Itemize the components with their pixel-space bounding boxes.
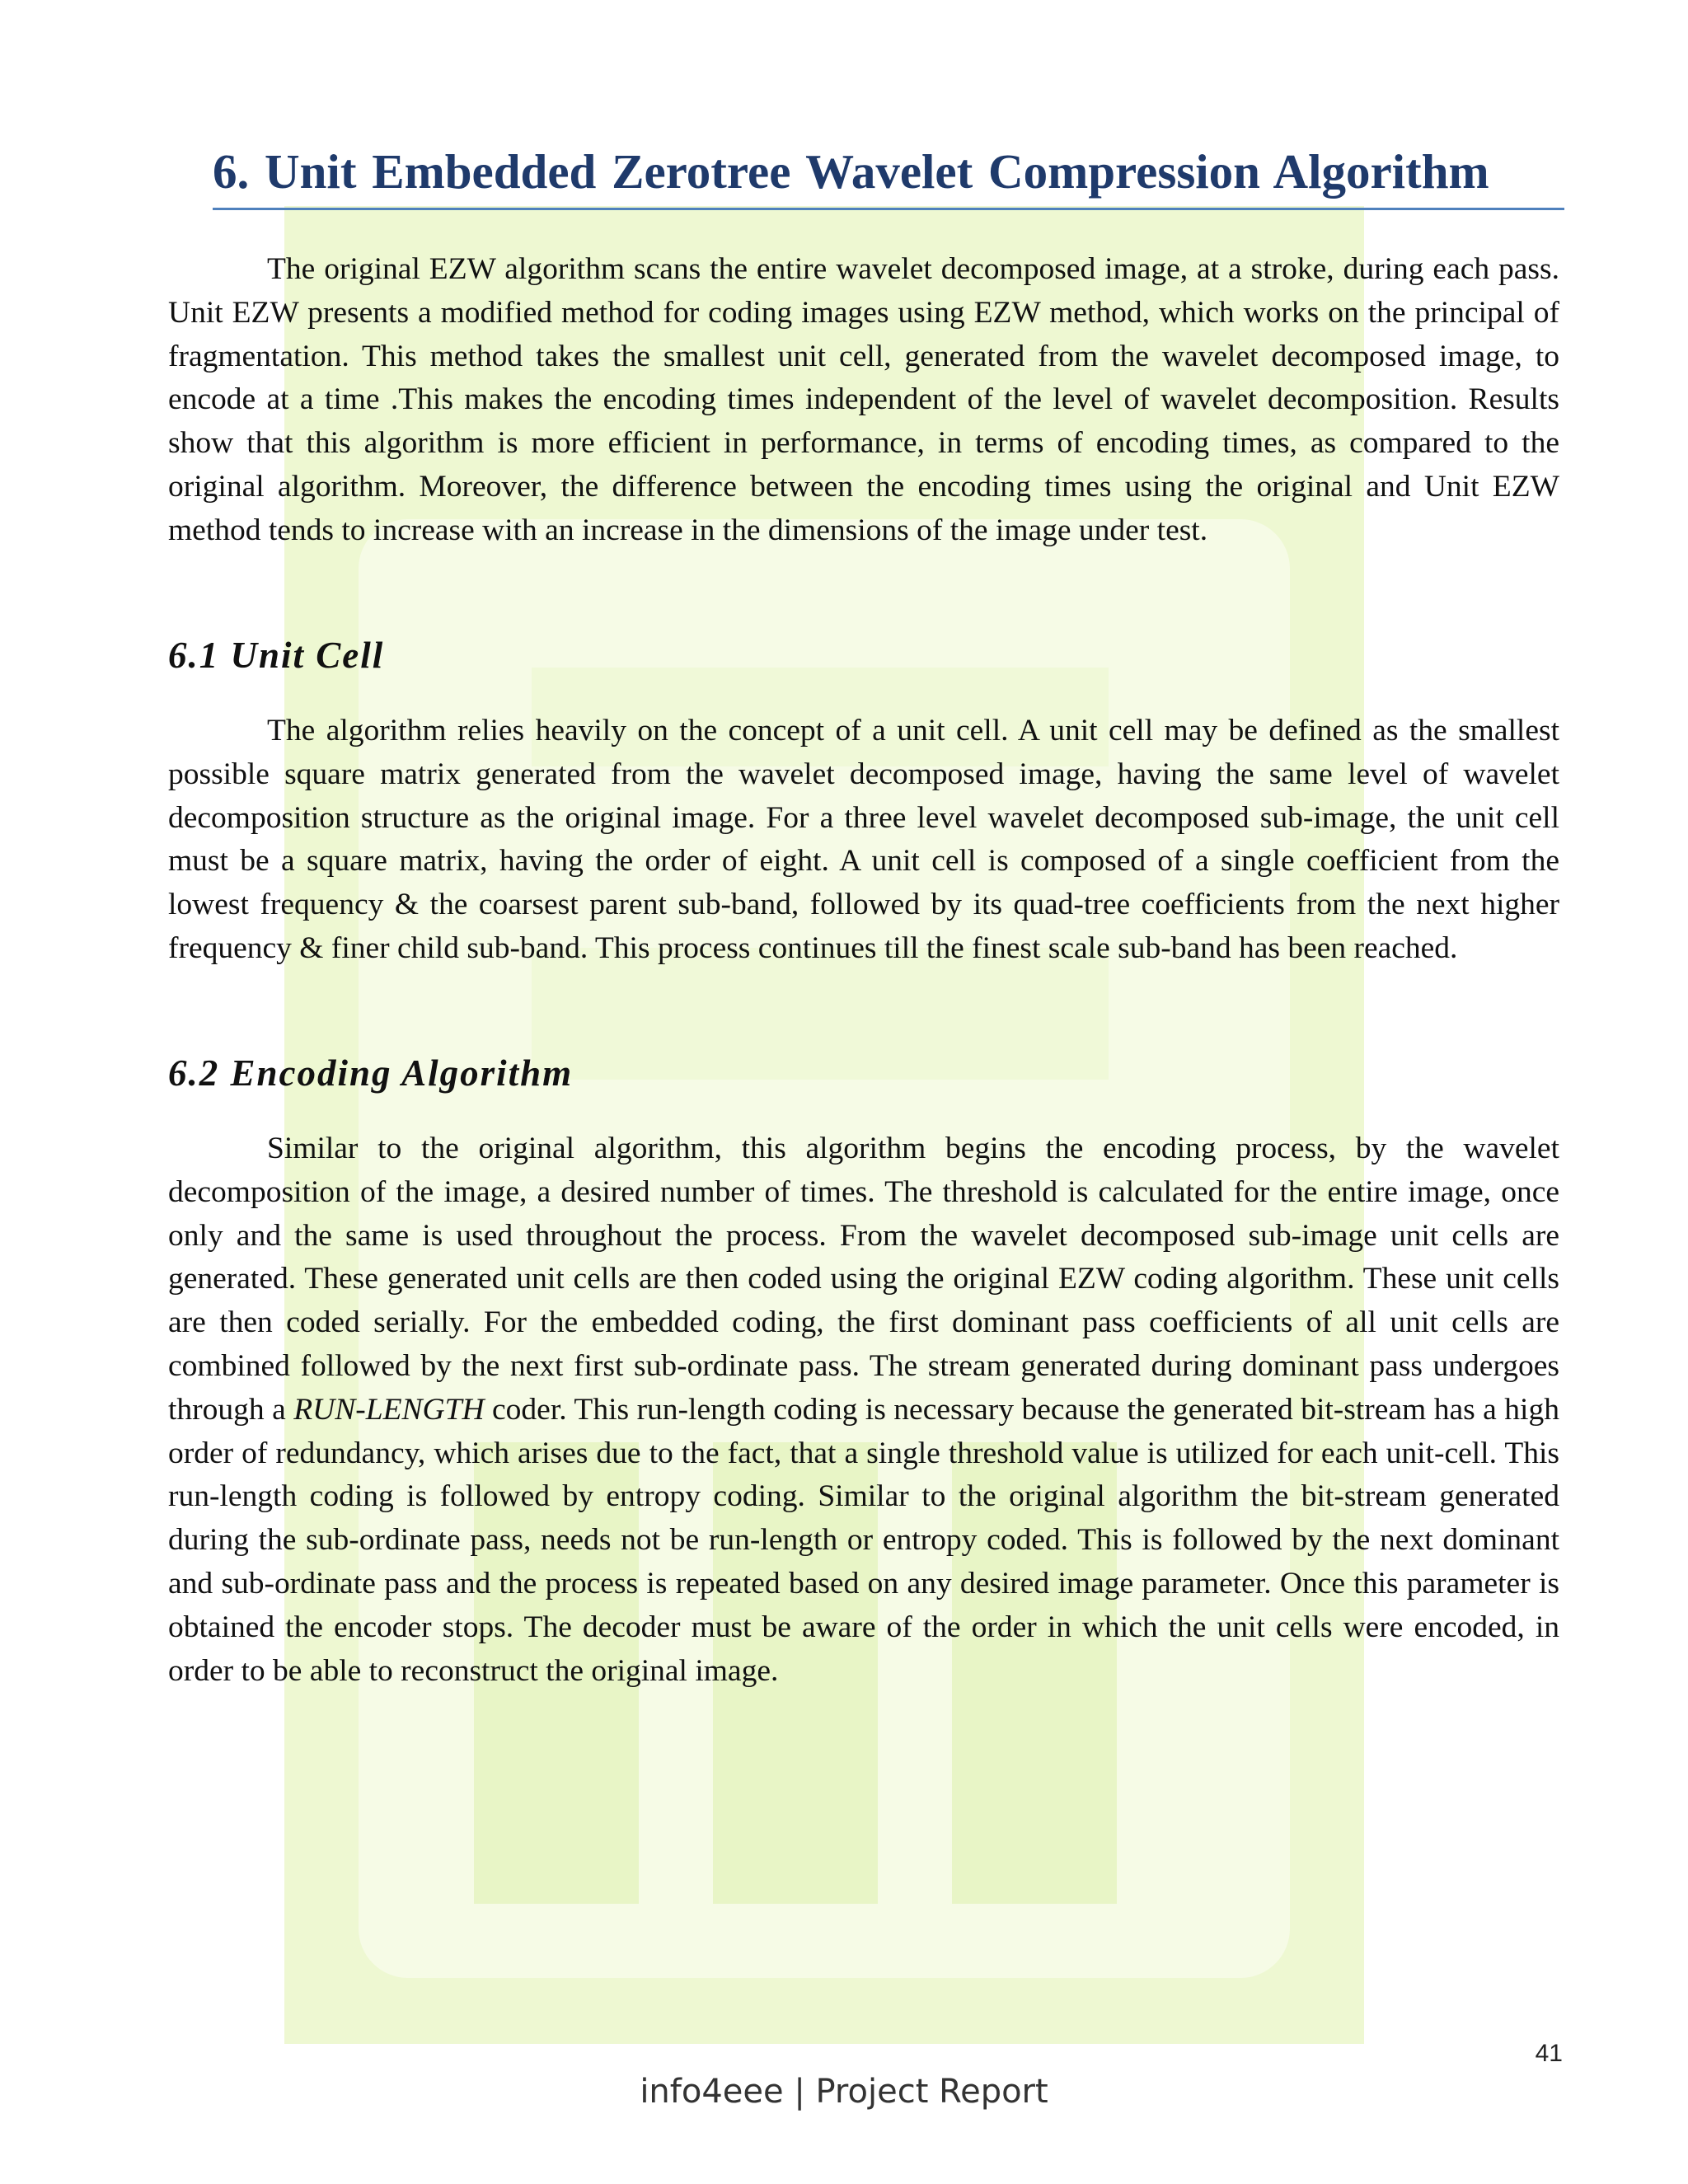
encoding-algorithm-paragraph: [168, 1127, 1559, 1693]
run-length-emphasis: RUN-LENGTH: [293, 1392, 485, 1427]
encoding-text-part-1: Similar to the original algorithm, this algorithm begins the encoding process, by the wavelet decomposition of the image, a desired number of times. The threshold is calculated for the entire image, once only and the same is used throughout the process. From the wavelet decomposed sub-image unit cells are generated. These generated unit cells are then coded using the original EZW coding algorithm. These unit cells are then coded serially. For the embedded coding, the first dominant pass coefficients of all unit cells are combined followed by the next first sub-ordinate pass. The stream generated during dominant pass undergoes through a: [168, 1132, 1559, 1427]
title-underline: [213, 208, 1564, 210]
intro-paragraph: The original EZW algorithm scans the entire wavelet decomposed image, at a stroke, during each pass. Unit EZW presents a modified method for coding images using EZW method, which works on the principal of fragmentation. This method takes the smallest unit cell, generated from the wavelet decomposed image, to encode at a time .This makes the encoding times independent of the level of wavelet decomposition. Results show that this algorithm is more efficient in performance, in terms of encoding times, as compared to the original algorithm. Moreover, the difference between the encoding times using the original and Unit EZW method tends to increase with an increase in the dimensions of the image under test.: [168, 252, 1559, 547]
section-heading-encoding-algorithm: 6.2 Encoding Algorithm: [168, 1052, 574, 1094]
page-number: 41: [1535, 2040, 1563, 2067]
page-footer: info4eee | Project Report: [640, 2073, 1048, 2111]
section-heading-unit-cell: 6.1 Unit Cell: [168, 635, 385, 676]
unit-cell-paragraph: The algorithm relies heavily on the concept of a unit cell. A unit cell may be defined as the smallest possible square matrix generated from the wavelet decomposed image, having the same level of wavelet decomposition structure as the original image. For a three level wavelet decomposed sub-image, the unit cell must be a square matrix, having the order of eight. A unit cell is composed of a single coefficient from the lowest frequency & the coarsest parent sub-band, followed by its quad-tree coefficients from the next higher frequency & finer child sub-band. This process continues till the finest scale sub-band has been reached.: [168, 714, 1559, 965]
page-title: 6. Unit Embedded Zerotree Wavelet Compression Algorithm: [213, 144, 1489, 199]
encoding-text-part-2: coder. This run-length coding is necessary because the generated bit-stream has a high order of redundancy, which arises due to the fact, that a single threshold value is utilized for each unit-cell. This run-length coding is followed by entropy coding. Similar to the original algorithm the bit-stream generated during the sub-ordinate pass, needs not be run-length or entropy coded. This is followed by the next dominant and sub-ordinate pass and the process is repeated based on any desired image parameter. Once this parameter is obtained the encoder stops. The decoder must be aware of the order in which the unit cells were encoded, in order to be able to reconstruct the original image.: [168, 1392, 1559, 1688]
